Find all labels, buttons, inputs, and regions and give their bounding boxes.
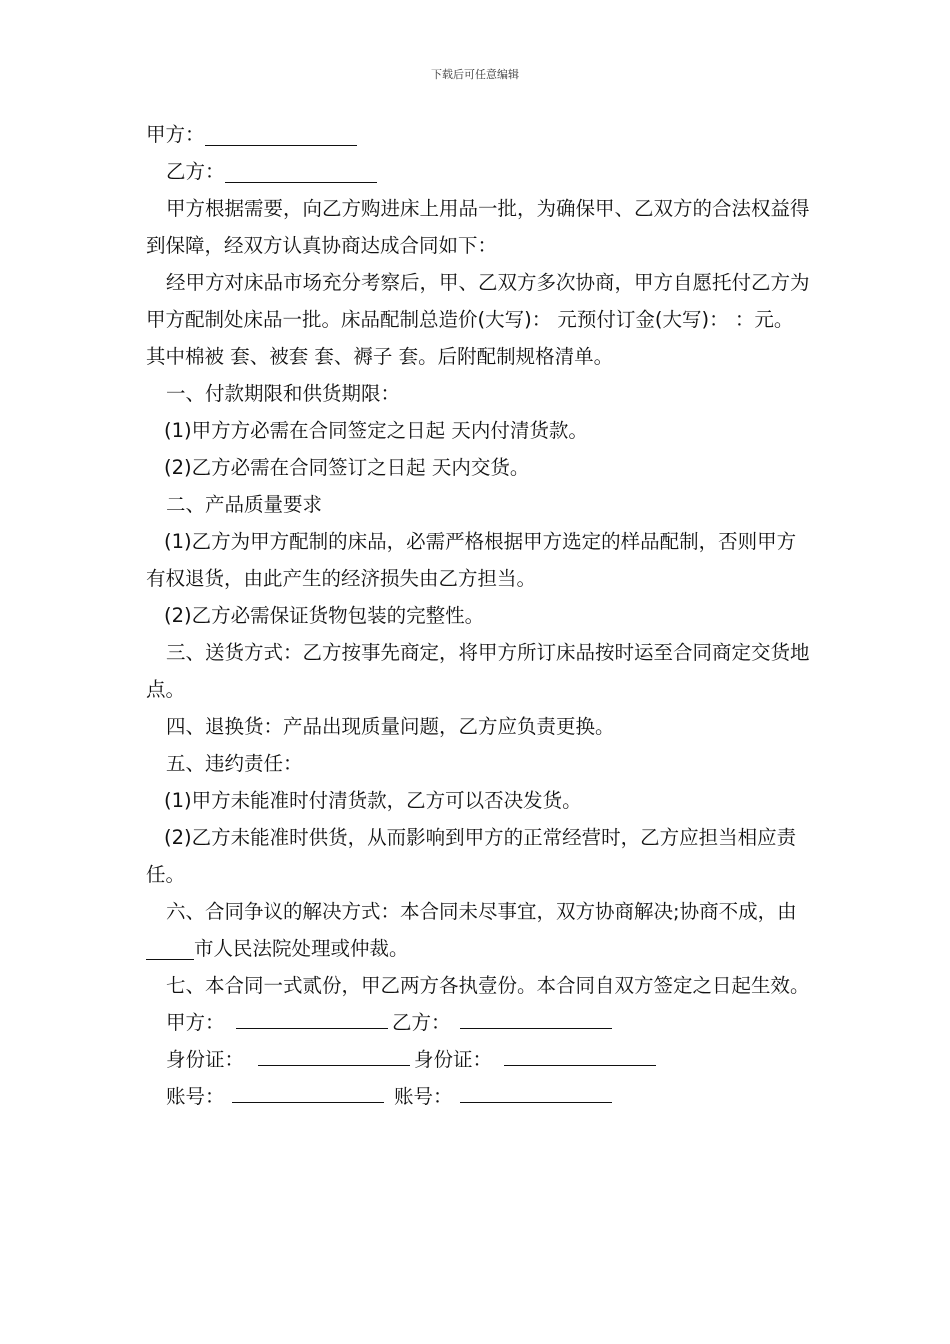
party-a-line xyxy=(146,116,810,153)
section-7: 七、本合同一式贰份，甲乙两方各执壹份。本合同自双方签定之日起生效。 xyxy=(166,974,810,997)
section-6 xyxy=(146,893,810,967)
intro-paragraph: 甲方根据需要，向乙方购进床上用品一批，为确保甲、乙双方的合法权益得到保障，经双方认真协商达成合同如下： xyxy=(146,197,810,257)
section-1-item-2: (2)乙方必需在合同签订之日起 天内交货。 xyxy=(164,456,530,479)
sig-id-a-label: 身份证： xyxy=(166,1048,245,1071)
signature-id-row xyxy=(146,1041,810,1078)
sig-account-a-label: 账号： xyxy=(166,1085,225,1108)
sig-account-b-label: 账号： xyxy=(394,1085,453,1108)
section-1-title: 一、付款期限和供货期限： xyxy=(166,382,401,405)
party-b-line xyxy=(146,153,810,190)
section-2-item-2: (2)乙方必需保证货物包装的完整性。 xyxy=(164,604,485,627)
court-city-blank xyxy=(146,935,194,960)
party-a-label: 甲方： xyxy=(146,123,205,146)
party-b-label: 乙方： xyxy=(166,160,225,183)
section-6-tail: 市人民法院处理或仲裁。 xyxy=(194,937,409,960)
section-5-item-2: (2)乙方未能准时供货，从而影响到甲方的正常经营时，乙方应担当相应责任。 xyxy=(146,826,797,886)
section-5-item-1: (1)甲方未能准时付清货款，乙方可以否决发货。 xyxy=(164,789,582,812)
signature-party-row xyxy=(146,1004,810,1041)
section-2-title: 二、产品质量要求 xyxy=(166,493,323,516)
section-4: 四、退换货：产品出现质量问题，乙方应负责更换。 xyxy=(166,715,615,738)
page-header: 下载后可任意编辑 xyxy=(431,68,519,81)
section-2-item-1: (1)乙方为甲方配制的床品，必需严格根据甲方选定的样品配制，否则甲方有权退货，由此产生的经济损失由乙方担当。 xyxy=(146,530,797,590)
section-3: 三、送货方式：乙方按事先商定，将甲方所订床品按时运至合同商定交货地点。 xyxy=(146,641,810,701)
sig-party-a-label: 甲方： xyxy=(166,1011,225,1034)
sig-id-a-blank xyxy=(258,1041,410,1066)
sig-account-b-blank xyxy=(460,1078,612,1103)
sig-account-a-blank xyxy=(232,1078,384,1103)
sig-id-b-label: 身份证： xyxy=(414,1048,493,1071)
sig-id-b-blank xyxy=(504,1041,656,1066)
sig-party-b-label: 乙方： xyxy=(392,1011,451,1034)
sig-party-b-blank xyxy=(460,1004,612,1029)
price-paragraph: 经甲方对床品市场充分考察后，甲、乙双方多次协商，甲方自愿托付乙方为甲方配制处床品一批。床品配制总造价(大写)： 元预付订金(大写)： ：元。其中棉被 套、被套 套、褥子 套。后附配制规格清单。 xyxy=(146,271,810,368)
party-b-blank xyxy=(225,158,377,183)
section-1-item-1: (1)甲方方必需在合同签定之日起 天内付清货款。 xyxy=(164,419,588,442)
signature-account-row xyxy=(146,1078,810,1115)
section-6-text: 六、合同争议的解决方式：本合同未尽事宜，双方协商解决;协商不成，由 xyxy=(166,900,797,923)
party-a-blank xyxy=(205,121,357,146)
sig-party-a-blank xyxy=(236,1004,388,1029)
contract-body xyxy=(146,116,810,1115)
section-5-title: 五、违约责任： xyxy=(166,752,303,775)
